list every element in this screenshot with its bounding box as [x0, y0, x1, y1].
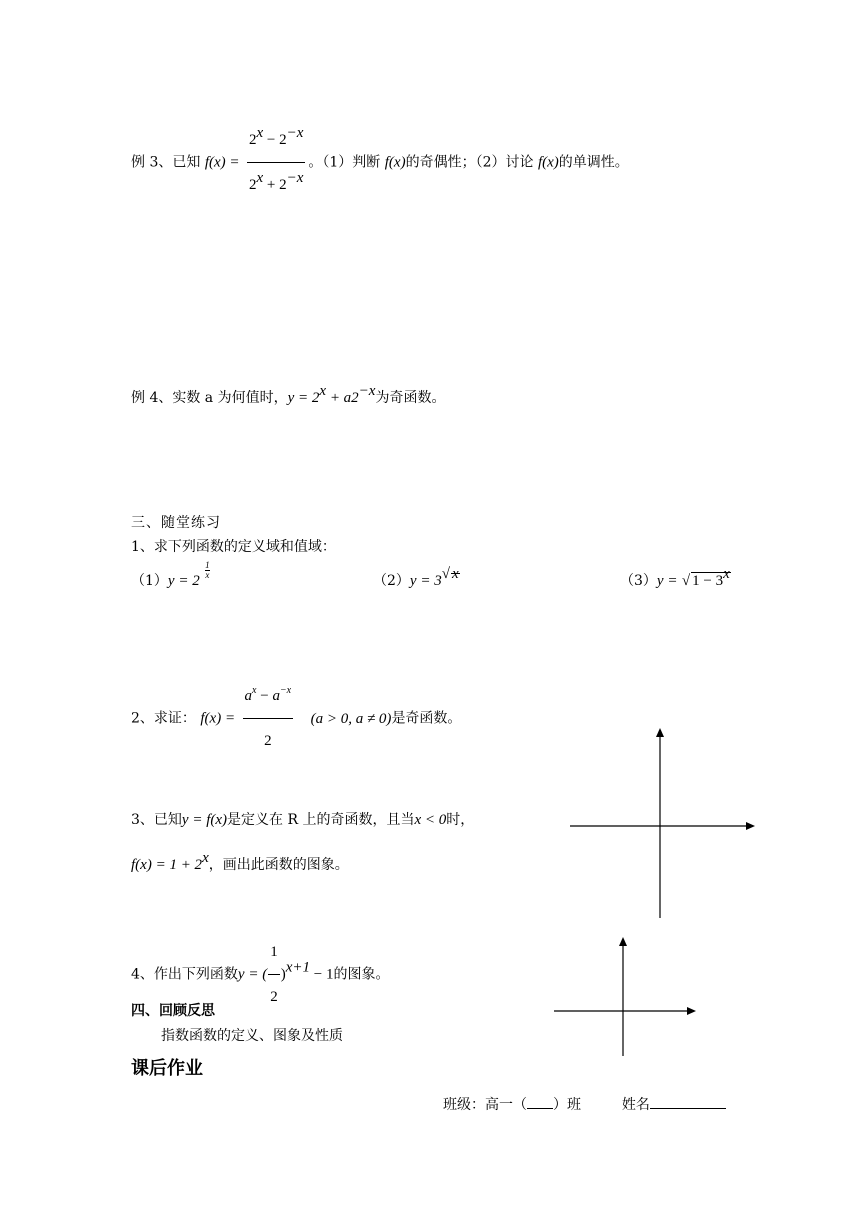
- item-3-label: （3）: [620, 573, 657, 589]
- item-2-y: y = 3: [409, 573, 442, 589]
- name-blank[interactable]: [650, 1108, 726, 1109]
- practice-3-end: 时，: [446, 812, 475, 828]
- example-4-prefix: 例 4、实数 a 为何值时，: [131, 390, 288, 406]
- practice-2-fx: f(x) =: [200, 710, 236, 727]
- p2-num-b: a: [272, 688, 280, 704]
- practice-3-mid: 是定义在 R 上的奇函数，且当: [227, 812, 415, 828]
- example-4: [131, 383, 446, 407]
- class-label: 班级：高一（: [443, 1097, 527, 1113]
- item-1-exp-num: 1: [205, 560, 210, 570]
- p2-num-op: −: [256, 688, 273, 704]
- frac-num-exp-b: −x: [286, 125, 304, 141]
- homework-title: 课后作业: [131, 1058, 203, 1079]
- y-axis-arrow-1: [656, 728, 664, 737]
- item-1-label: （1）: [131, 573, 168, 589]
- p4-num: 1: [268, 932, 280, 975]
- example-3-q1: 。（1）判断: [308, 154, 381, 171]
- item-2-radicand: x: [451, 566, 459, 582]
- y-axis-arrow-2: [619, 937, 627, 946]
- coordinate-axes-1: [560, 722, 765, 922]
- frac-num-op: −: [263, 132, 280, 148]
- class-blank[interactable]: [527, 1108, 553, 1109]
- practice-3-prefix: 3、已知: [131, 812, 182, 828]
- homework-class-line: [443, 1094, 726, 1114]
- practice-2: [131, 676, 461, 761]
- example-3-q1-end: 的奇偶性；（2）讨论: [405, 154, 534, 171]
- p4-den: 2: [270, 989, 278, 1005]
- example-3-fx-2: f(x): [537, 154, 559, 171]
- example-4-exp2: −x: [358, 383, 376, 399]
- p2-den: 2: [264, 733, 272, 749]
- section-4-title: 四、回顾反思: [131, 1003, 215, 1019]
- practice-4-y: y = (: [237, 966, 268, 983]
- practice-3-fx: f(x) = 1 + 2: [131, 857, 203, 873]
- frac-num-base-a: 2: [248, 132, 257, 148]
- p2-num-a: a: [244, 688, 253, 704]
- example-3-lhs: f(x) =: [204, 154, 240, 171]
- example-3-fraction: [247, 120, 305, 205]
- practice-3-line-2-end: ，画出此函数的图象。: [208, 857, 349, 873]
- p2-num-a-exp: x: [252, 685, 257, 696]
- class-close: ）班: [553, 1097, 581, 1113]
- practice-3-fx-exp: x: [202, 850, 209, 866]
- example-4-exp1: x: [319, 383, 327, 399]
- name-label: 姓名: [621, 1097, 650, 1113]
- practice-4-prefix: 4、作出下列函数: [131, 966, 238, 983]
- item-2-exponent: √ x: [441, 566, 459, 582]
- coordinate-axes-2: [548, 932, 703, 1058]
- practice-3-line-2: [131, 850, 349, 874]
- item-3-radicand: [691, 566, 731, 590]
- practice-4-fraction: [268, 932, 280, 1017]
- practice-4-exp: x+1: [285, 959, 310, 976]
- practice-3-expr: y = f(x): [181, 812, 228, 828]
- practice-1-item-2: [373, 566, 460, 590]
- example-3-fx-1: f(x): [384, 154, 406, 171]
- item-3-radicand-base: 1 − 3: [692, 573, 724, 589]
- x-axis-arrow-1: [746, 822, 755, 830]
- example-3-prefix: 例 3、已知: [131, 154, 205, 171]
- section-4-body: 指数函数的定义、图象及性质: [161, 1028, 343, 1044]
- p2-num-b-exp: −x: [279, 685, 292, 696]
- practice-1-item-1: [131, 560, 214, 590]
- item-1-exponent: [204, 560, 214, 585]
- practice-4-suffix: 的图象。: [333, 966, 390, 983]
- frac-den-base-b: 2: [279, 177, 287, 193]
- practice-2-suffix: 是奇函数。: [391, 710, 462, 727]
- practice-3-cond: x < 0: [414, 812, 447, 828]
- item-3-y: y =: [656, 573, 678, 589]
- practice-4-close: ): [280, 966, 286, 983]
- frac-num-base-b: 2: [279, 132, 287, 148]
- practice-3-line-1: [131, 809, 474, 829]
- item-1-y: y = 2: [167, 573, 200, 589]
- item-2-label: （2）: [373, 573, 410, 589]
- frac-den-exp-b: −x: [286, 170, 304, 186]
- frac-den-exp-a: x: [256, 170, 264, 186]
- item-1-exp-den: x: [205, 570, 210, 580]
- practice-1-question: 1、求下列函数的定义域和值域：: [131, 539, 336, 555]
- practice-2-fraction: [243, 676, 294, 761]
- example-4-y: y = 2: [287, 390, 320, 406]
- practice-2-condition: (a > 0, a ≠ 0): [310, 710, 392, 727]
- practice-1-item-3: （3）y = √ $1 - 3^x$: [620, 566, 730, 589]
- practice-4-tail: − 1: [309, 966, 334, 983]
- example-4-mid: + a2: [326, 390, 359, 406]
- example-3: [131, 120, 629, 205]
- x-axis-arrow-2: [687, 1007, 696, 1015]
- frac-den-base-a: 2: [248, 177, 257, 193]
- example-4-suffix: 为奇函数。: [375, 390, 446, 406]
- frac-den-op: +: [263, 177, 280, 193]
- item-3-radicand-exp: x: [723, 566, 730, 582]
- section-3-title: 三、随堂练习: [131, 515, 221, 531]
- example-3-q2-end: 的单调性。: [558, 154, 629, 171]
- frac-num-exp-a: x: [256, 125, 264, 141]
- practice-2-prefix: 2、求证：: [131, 710, 196, 727]
